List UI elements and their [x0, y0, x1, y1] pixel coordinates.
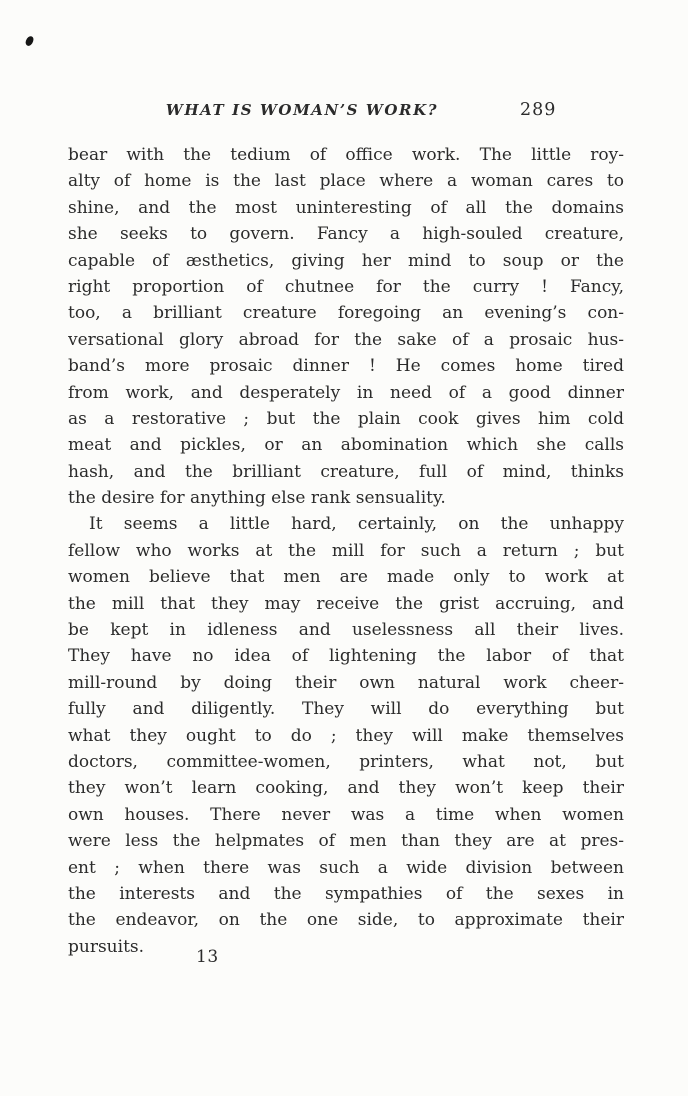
text-line: pursuits.: [68, 936, 145, 957]
text-line: too, a brilliant creature foregoing an evening’s con-: [68, 303, 624, 324]
text-line: right proportion of chutnee for the curry ! Fancy,: [68, 276, 624, 297]
text-line: capable of æsthetics, giving her mind to soup or the: [68, 250, 624, 271]
scan-artifact: [25, 35, 35, 47]
text-line: bear with the tedium of office work. The little roy-: [68, 145, 624, 165]
text-line: as a restorative ; but the plain cook gives him cold: [68, 408, 624, 429]
text-line: doctors, committee-women, printers, what not, but: [68, 751, 624, 772]
text-line: the interests and the sympathies of the sexes in: [68, 883, 624, 904]
text-line: the mill that they may receive the grist accruing, and: [68, 593, 624, 614]
text-line: fellow who works at the mill for such a return ; but: [68, 540, 624, 561]
text-line: from work, and desperately in need of a good dinner: [68, 382, 624, 403]
text-line: band’s more prosaic dinner ! He comes home tired: [68, 356, 624, 377]
text-line: own houses. There never was a time when women: [68, 804, 624, 825]
text-line: shine, and the most uninteresting of all the domains: [68, 197, 624, 218]
text-line: alty of home is the last place where a woman cares to: [68, 171, 624, 192]
text-line: women believe that men are made only to work at: [68, 567, 624, 588]
page-header: [68, 101, 624, 125]
text-line: the desire for anything else rank sensuality.: [68, 488, 446, 509]
text-line: mill-round by doing their own natural work cheer-: [68, 672, 624, 693]
text-line: ent ; when there was such a wide division between: [68, 857, 624, 878]
page-body: [68, 142, 624, 960]
text-line: It seems a little hard, certainly, on the unhappy: [89, 514, 624, 535]
text-line: fully and diligently. They will do everything but: [68, 699, 624, 720]
text-line: versational glory abroad for the sake of a prosaic hus-: [68, 329, 624, 350]
signature-mark: 13: [196, 947, 219, 967]
page-number: 289: [520, 100, 557, 120]
running-header-title: WHAT IS WOMAN’S WORK?: [165, 101, 439, 119]
text-line: They have no idea of lightening the labor of that: [68, 646, 624, 667]
text-line: she seeks to govern. Fancy a high-souled creature,: [68, 224, 624, 245]
text-line: hash, and the brilliant creature, full of mind, thinks: [68, 461, 624, 482]
text-line: they won’t learn cooking, and they won’t keep their: [68, 778, 624, 799]
text-line: meat and pickles, or an abomination which she calls: [68, 435, 624, 456]
text-line: be kept in idleness and uselessness all their lives.: [68, 620, 624, 641]
text-line: were less the helpmates of men than they are at pres-: [68, 831, 624, 852]
text-line: what they ought to do ; they will make themselves: [68, 725, 624, 746]
text-line: the endeavor, on the one side, to approximate their: [68, 910, 624, 931]
